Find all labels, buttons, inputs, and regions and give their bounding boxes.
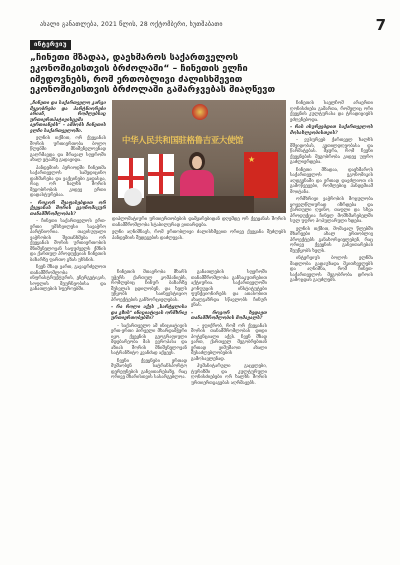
column-paragraph: – ვუსურვებ ქართველ ხალხს მშვიდობას, კეთილდღეობასა და წარმატებას. მჯერა, რომ ჩვენი ქვეყნების მეგობრობა კიდევ უფრო გაძლიერდება. — [290, 137, 373, 164]
text-column-3 — [191, 269, 267, 553]
column-paragraph: ელჩის თქმით, ორ ქვეყანას შორის ურთიერთობა ბოლო წლებში მნიშვნელოვნად გაღრმავდა და მრავალ სფეროში ახალ ეტაპზე გადავიდა. — [30, 135, 106, 162]
section-rubric: ინტერვიუ — [30, 40, 71, 50]
georgian-flag-icon — [148, 154, 174, 194]
column-paragraph: – საქართველო ამ ინიციატივის ერთ-ერთი პირველი მხარდამჭერი იყო. ქვეყნის გეოგრაფიული მდებარეობა მას ევროპასა და აზიას შორის მნიშვნელოვან სატრანზიტო კვანძად აქცევს. — [111, 322, 187, 355]
column-paragraph: – ვფიქრობ, რომ ორ ქვეყანას შორის თანამშრომლობას დიდი პოტენციალი აქვს. ჩვენ მზად ვართ, ქართველ მეგობრებთან ერთად ვიმუშაოთ ახალი შესაძლებლობების გამოსავლენად. — [191, 322, 267, 361]
text-column-4 — [290, 100, 373, 553]
column-paragraph: ჩინეთის საელჩომ არაერთი ღონისძიება გამართა, რომელიც ორი ქვეყნის კულტურასა და ტრადიციებს ეძღვნებოდა. — [290, 100, 373, 122]
embassy-banner: 中华人民共和国驻格鲁吉亚大使馆 — [122, 135, 244, 145]
emblem-icon — [192, 104, 208, 120]
column-paragraph: ორმხრივი ვაჭრობის მოცულობა ყოველწლიურად იზრდება და ქართული ღვინო, თაფლი და სხვა პროდუქცია ჩინელ მომხმარებელში სულ უფრო პოპულარული ხდება. — [290, 196, 373, 223]
issue-line: ახალი განათლება, 2021 წლის, 28 ოქტომბერი, ხუთშაბათი — [40, 21, 223, 28]
column-question: – რას ისურვებდით საქართველოს მოსახლეობისთვის? — [290, 124, 373, 135]
column-paragraph: ჩინეთის მთავრობა მხარს უჭერს ქართულ კომპანიებს, რომლებიც ჩინურ ბაზარზე შესვლას ცდილობენ, და ხელს უწყობს საინვესტიციო პროექტების განხორციელებას. — [111, 269, 187, 302]
column-paragraph: ჩვენი ქვეყნები ერთად მუშაობენ სატრანსპორტო დერეფნების განვითარებაზე, რაც ორივე მხარისთვის სასარგებლოა. — [111, 357, 187, 379]
page-number: 7 — [375, 16, 386, 34]
chinese-flag-icon: ★ — [244, 152, 278, 198]
column-paragraph: ჩინეთი მზადაა, დაეხმაროს საქართველოს ეკონომიკის აღდგენაში და ერთად დავძლიოთ ის გამოწვევები, რომლებიც პანდემიამ მოიტანა. — [290, 166, 373, 194]
page-header — [0, 0, 400, 36]
article-photo — [112, 100, 286, 213]
headline-line-1: „ჩინეთი მზადაა, დაეხმაროს საქართველოს — [30, 53, 239, 63]
column-paragraph: პანდემიის პერიოდში ჩინეთმა საქართველოს სამედიცინო დახმარება და ვაქცინები გადასცა, რაც ორ ხალხს შორის მეგობრობის კიდევ ერთი დადასტურებაა. — [30, 164, 106, 197]
column-paragraph: ინტერვიუს ბოლოს ელჩმა მადლობა გადაუხადა მკითხველებს და აღნიშნა, რომ ჩინეთ-საქართველოს მეგობრობა დროის გამოცდას გაუძლებს. — [290, 255, 373, 282]
caption-paragraph: დიპლომატიური ურთიერთობების დამყარებიდან დღემდე ორ ქვეყანას შორის თანამშრომლობა სტაბილურად ვითარდება. — [112, 216, 286, 227]
desk-shape — [146, 196, 254, 213]
photo-adjacent-text — [112, 216, 286, 266]
flower-icon — [124, 188, 142, 206]
article-headline — [30, 53, 373, 97]
headline-line-4: ეკონომიკისთვის ბრძოლაში გამარჯვებას მიაღწევთ — [30, 85, 276, 96]
column-question: – როგორ ხედავთ თანამშრომლობის მომავალს? — [191, 309, 267, 320]
caption-paragraph: ელჩი აღნიშნავს, რომ ერთობლივი ძალისხმევით ორივე ქვეყანა შეძლებს პანდემიის შედეგების დაძლევას. — [112, 229, 286, 240]
column-paragraph: განათლების სფეროში თანამშრომლობა განსაკუთრებით აქტიურია. საქართველოში კონფუცის ინსტიტუტები ფუნქციონირებს და ათასობით ახალგაზრდა სწავლობს ჩინურ ენას. — [191, 269, 267, 307]
column-paragraph: „ჩინეთი და საქართველო კარგი მეგობრები და პარტნიორები არიან, რომლებსაც ურთიერთპატივისცემა აერთიანებს“ – ამბობს ჩინეთის ელჩი საქართველოში. — [30, 100, 106, 133]
text-column-2 — [111, 269, 187, 553]
column-paragraph: – ჩინეთი საქართველოს ერთ-ერთი უმსხვილესი სავაჭრო პარტნიორია. თავისუფალი ვაჭრობის შეთანხმება ორ ქვეყანას შორის ურთიერთობის მნიშვნელოვან საფუძველს ქმნის და ქართულ პროდუქციას ჩინეთის ბაზარზე ფართო გზას უხსნის. — [30, 218, 106, 262]
headline-line-3: იმედოვნებს, რომ ერთობლივი ძალისხმევით — [30, 74, 243, 85]
headline-line-2: ეკონომიკისთვის ბრძოლაში“ – ჩინეთის ელჩი — [30, 63, 248, 74]
text-column-1 — [30, 100, 106, 553]
column-paragraph: ელჩის თქმით, მომავალ წლებში მხარეები ახალ ერთობლივ პროექტებს განახორციელებენ, რაც ორივე ქვეყნის განვითარებას შეუწყობს ხელს. — [290, 225, 373, 253]
column-question: – რა როლი აქვს „სარტყლისა და გზის“ ინიციატივას ორმხრივ ურთიერთობებში? — [111, 304, 187, 320]
column-paragraph: ჩვენ მზად ვართ, გავაგრძელოთ თანამშრომლობა ინფრასტრუქტურის, ენერგეტიკის, სოფლის მეურნეობისა და განათლების სფეროებში. — [30, 264, 106, 291]
column-question: – როგორ შეაფასებდით ორ ქვეყანას შორის ეკონომიკურ თანამშრომლობას? — [30, 199, 106, 216]
column-paragraph: ჰუმანიტარული გაცვლები, ტურიზმი და კულტურული ღონისძიებები ორ ხალხს შორის ურთიერთგაგებას აღრმავებს. — [191, 363, 267, 385]
